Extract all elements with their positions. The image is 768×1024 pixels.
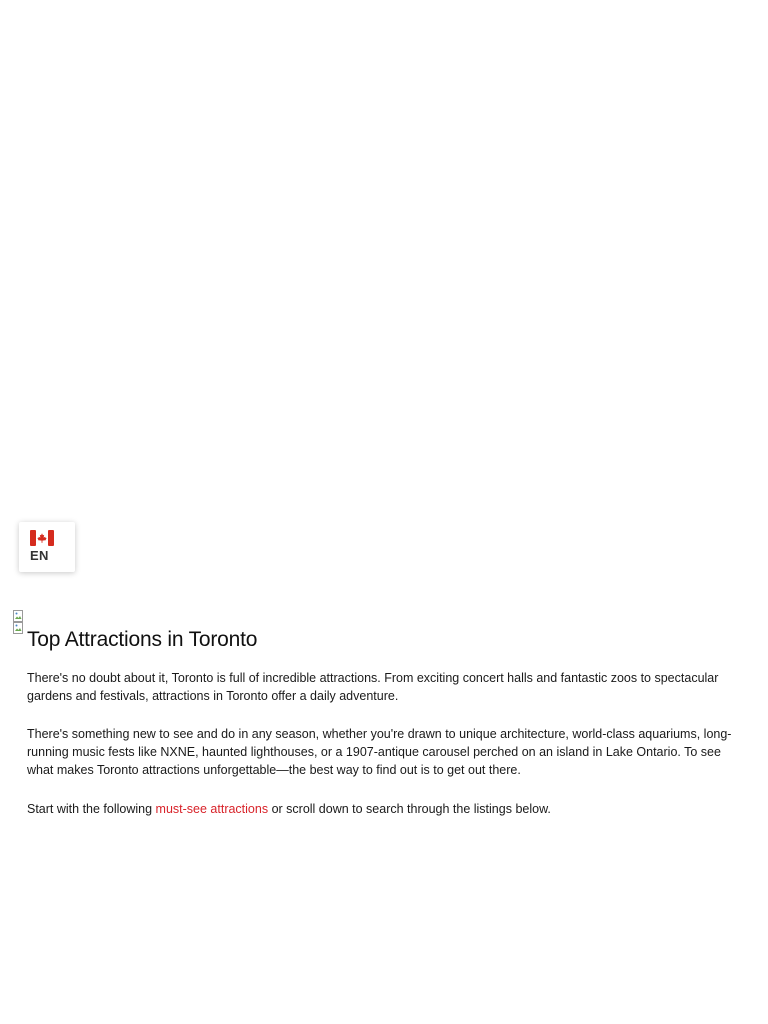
start-text: Start with the following	[27, 802, 156, 816]
language-code-label: EN	[30, 548, 49, 563]
broken-image-icon	[13, 622, 25, 636]
scroll-text: or scroll down to search through the listings below.	[268, 802, 551, 816]
language-switcher-button[interactable]	[19, 522, 75, 572]
page-title: Top Attractions in Toronto	[27, 628, 258, 651]
canada-flag-icon	[30, 530, 54, 546]
intro-paragraph: There's no doubt about it, Toronto is full of incredible attractions. From exciting concert halls and fantastic zoos to spectacular gardens and festivals, attractions in Toronto offer a daily adventure.	[27, 671, 719, 703]
start-paragraph	[27, 800, 739, 818]
must-see-attractions-link[interactable]: must-see attractions	[155, 802, 269, 816]
season-paragraph: There's something new to see and do in any season, whether you're drawn to unique architecture, world-class aquariums, long-running music fests like NXNE, haunted lighthouses, or a 1907-antique carousel perched on an island in Lake Ontario. To see what makes Toronto attractions unforgettable—the best way to find out is to get out there.	[27, 727, 732, 777]
